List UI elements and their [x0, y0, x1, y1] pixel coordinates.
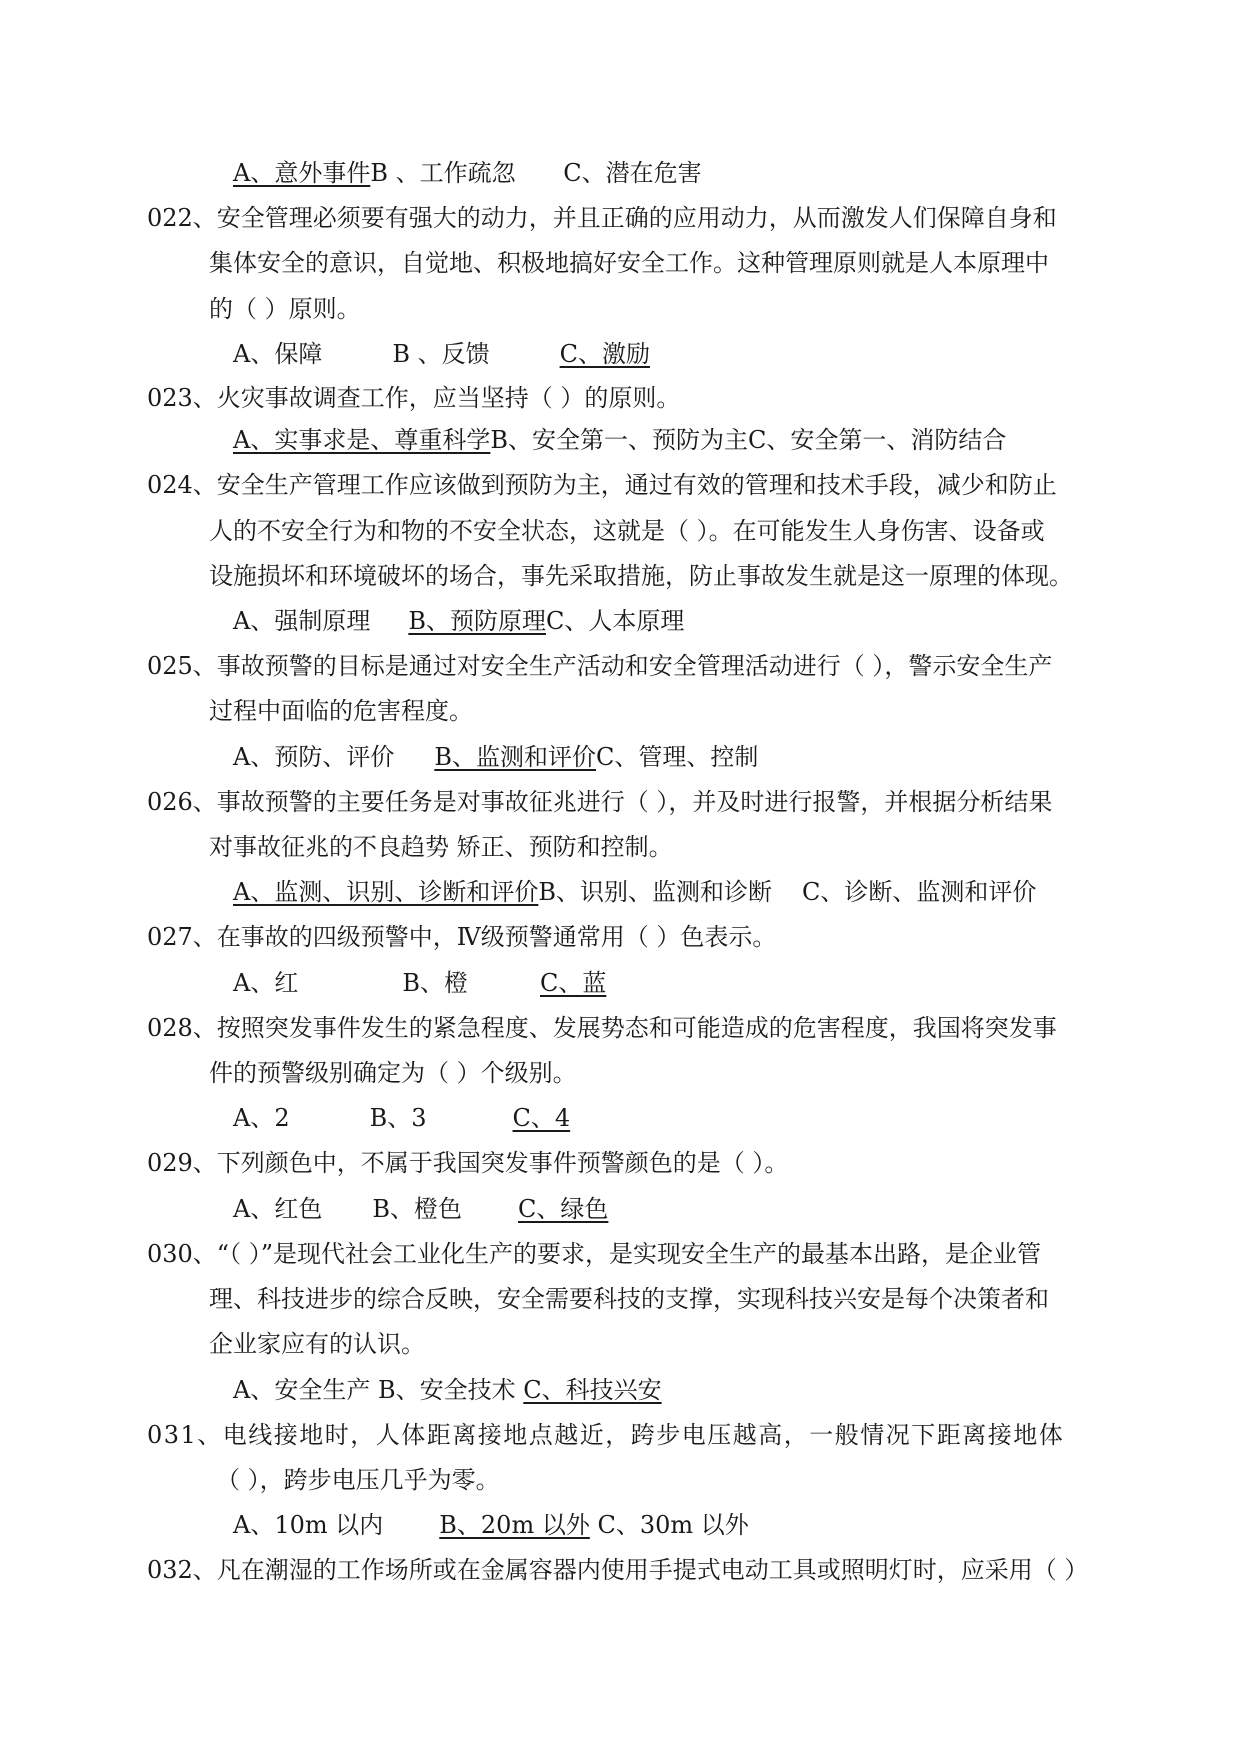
- option-c-correct: C、科技兴安: [523, 1376, 662, 1404]
- option-c-correct: C、绿色: [517, 1195, 609, 1223]
- answer-options-029: [233, 1194, 608, 1224]
- question-022-line-2: 集体安全的意识，自觉地、积极地搞好安全工作。这种管理原则就是人本原理中: [209, 249, 1049, 277]
- answer-options-026: [233, 877, 1036, 907]
- answer-options-021: [233, 158, 702, 188]
- option-b: B、3: [369, 1104, 427, 1132]
- option-b: B、识别、监测和诊断: [538, 878, 772, 906]
- option-a: A、保障: [233, 340, 323, 368]
- option-b: B、安全技术: [377, 1376, 516, 1404]
- option-a: A、强制原理: [233, 607, 371, 635]
- option-c: C、安全第一、消防结合: [747, 426, 1007, 454]
- option-c: C、人本原理: [545, 607, 685, 635]
- question-032-line-1: 032、凡在潮湿的工作场所或在金属容器内使用手提式电动工具或照明灯时，应采用（ ）: [147, 1556, 1089, 1584]
- option-a-correct: A、意外事件: [233, 159, 371, 187]
- question-027-line-1: 027、在事故的四级预警中，Ⅳ级预警通常用（ ）色表示。: [147, 923, 777, 951]
- question-024-line-2: 人的不安全行为和物的不安全状态，这就是（ ）。在可能发生人身伤害、设备或: [209, 517, 1045, 545]
- question-031-line-1: 031、电线接地时，人体距离接地点越近，跨步电压越高，一般情况下距离接地体: [147, 1421, 1065, 1449]
- option-b: B、安全第一、预防为主: [490, 426, 748, 454]
- option-c-correct: C、蓝: [539, 969, 607, 997]
- question-023-line-1: 023、火灾事故调查工作，应当坚持（ ）的原则。: [147, 384, 681, 412]
- question-025-line-1: 025、事故预警的目标是通过对安全生产活动和安全管理活动进行（ ），警示安全生产: [147, 652, 1053, 680]
- answer-options-024: [233, 606, 684, 636]
- question-022-line-1: 022、安全管理必须要有强大的动力，并且正确的应用动力，从而激发人们保障自身和: [147, 204, 1057, 232]
- answer-options-027: [233, 968, 606, 998]
- option-b: B 、工作疏忽: [370, 159, 516, 187]
- question-030-line-3: 企业家应有的认识。: [209, 1330, 425, 1358]
- question-025-line-2: 过程中面临的危害程度。: [209, 697, 473, 725]
- answer-options-022: [233, 339, 650, 369]
- question-026-line-2: 对事故征兆的不良趋势 矫正、预防和控制。: [209, 833, 673, 861]
- option-a-correct: A、监测、识别、诊断和评价: [233, 878, 539, 906]
- option-c: C、管理、控制: [595, 743, 759, 771]
- answer-options-025: [233, 742, 758, 772]
- question-024-line-1: 024、安全生产管理工作应该做到预防为主，通过有效的管理和技术手段，减少和防止: [147, 471, 1057, 499]
- option-a: A、2: [233, 1104, 290, 1132]
- option-c-correct: C、激励: [559, 340, 650, 368]
- option-a: A、红色: [233, 1195, 323, 1223]
- option-b: B、橙色: [372, 1195, 462, 1223]
- question-030-line-1: 030、“（ ）”是现代社会工业化生产的要求，是实现安全生产的最基本出路，是企业管: [147, 1240, 1041, 1268]
- option-a: A、预防、评价: [233, 743, 395, 771]
- question-030-line-2: 理、科技进步的综合反映，安全需要科技的支撑，实现科技兴安是每个决策者和: [209, 1285, 1049, 1313]
- option-b-correct: B、预防原理: [408, 607, 546, 635]
- answer-options-030: [233, 1375, 662, 1405]
- option-b-correct: B、监测和评价: [434, 743, 596, 771]
- option-a: A、安全生产: [233, 1376, 371, 1404]
- option-b: B 、反馈: [392, 340, 490, 368]
- option-c: C、诊断、监测和评价: [801, 878, 1037, 906]
- question-029-line-1: 029、下列颜色中，不属于我国突发事件预警颜色的是（ ）。: [147, 1149, 789, 1177]
- option-a: A、10m 以内: [233, 1511, 384, 1539]
- option-a: A、红: [233, 969, 299, 997]
- question-028-line-1: 028、按照突发事件发生的紧急程度、发展势态和可能造成的危害程度，我国将突发事: [147, 1014, 1057, 1042]
- option-c-correct: C、4: [512, 1104, 571, 1132]
- question-026-line-1: 026、事故预警的主要任务是对事故征兆进行（ ），并及时进行报警，并根据分析结果: [147, 788, 1053, 816]
- option-b: B、橙: [402, 969, 468, 997]
- option-c: C、30m 以外: [597, 1511, 749, 1539]
- option-c: C、潜在危害: [563, 159, 702, 187]
- option-a-correct: A、实事求是、尊重科学: [233, 426, 491, 454]
- question-022-line-3: 的（ ）原则。: [209, 295, 361, 323]
- answer-options-023: [233, 425, 1006, 455]
- question-024-line-3: 设施损坏和环境破坏的场合，事先采取措施，防止事故发生就是这一原理的体现。: [209, 562, 1073, 590]
- question-028-line-2: 件的预警级别确定为（ ）个级别。: [209, 1059, 577, 1087]
- answer-options-028: [233, 1103, 570, 1133]
- answer-options-031: [233, 1510, 749, 1540]
- question-031-line-2: （ ），跨步电压几乎为零。: [216, 1466, 500, 1494]
- option-b-correct: B、20m 以外: [439, 1511, 590, 1539]
